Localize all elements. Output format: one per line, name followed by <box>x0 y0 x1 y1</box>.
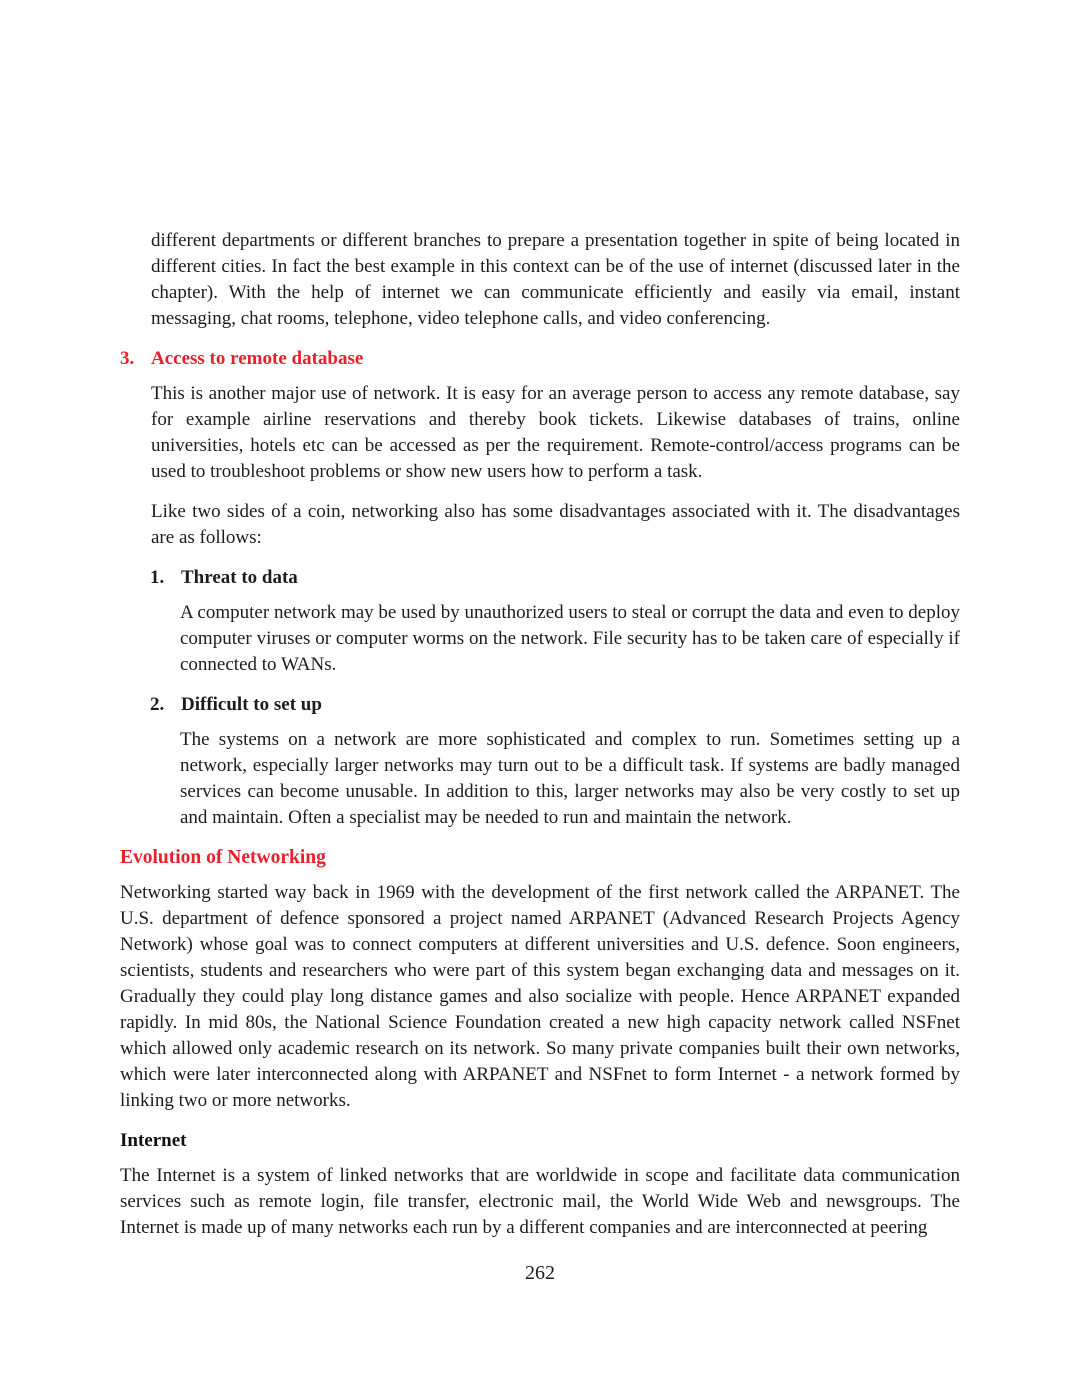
section-heading-evolution-of-networking: Evolution of Networking <box>120 847 326 868</box>
paragraph-difficult-to-set-up: The systems on a network are more sophisticated and complex to run. Sometimes setting up a network, especially larger networks may turn out to be a difficult task. If systems are badly managed services can become unusable. In addition to this, larger networks may also be very costly to set up and maintain. Often a specialist may be needed to run and maintain the network. <box>180 729 960 828</box>
numbered-heading-access-remote-database <box>120 346 960 372</box>
paragraph-threat-to-data: A computer network may be used by unauthorized users to steal or corrupt the data and even to deploy computer viruses or computer worms on the network. File security has to be taken care of especially if connected to WANs. <box>180 602 960 675</box>
list-number: 3. <box>120 348 135 369</box>
subheading-threat-to-data <box>150 565 960 591</box>
page-number: 262 <box>525 1262 555 1284</box>
subheading-label: Threat to data <box>181 567 298 588</box>
numbered-heading-label: Access to remote database <box>151 348 364 369</box>
list-number: 2. <box>150 694 165 715</box>
list-number: 1. <box>150 567 165 588</box>
paragraph-internet: The Internet is a system of linked networks that are worldwide in scope and facilitate data communication services such as remote login, file transfer, electronic mail, the World Wide Web and newsgroups. The Internet is made up of many networks each run by a different companies and are interconnected at peering <box>120 1165 960 1238</box>
subheading-label: Difficult to set up <box>181 694 322 715</box>
paragraph-remote-database: This is another major use of network. It is easy for an average person to access any remote database, say for example airline reservations and thereby book tickets. Likewise databases of trains, online universities, hotels etc can be accessed as per the requirement. Remote-control/access programs can be used to troubleshoot problems or show new users how to perform a task. <box>151 383 960 482</box>
subheading-difficult-to-set-up <box>150 692 960 718</box>
paragraph-communication-continuation: different departments or different branches to prepare a presentation together in spite of being located in different cities. In fact the best example in this context can be of the use of internet (discussed later in the chapter). With the help of internet we can communicate efficiently and easily via email, instant messaging, chat rooms, telephone, video telephone calls, and video conferencing. <box>151 230 960 329</box>
paragraph-evolution-of-networking: Networking started way back in 1969 with the development of the first network called the ARPANET. The U.S. department of defence sponsored a project named ARPANET (Advanced Research Projects Agency Network) whose goal was to connect computers at different universities and U.S. defence. Soon engineers, scientists, students and researchers who were part of this system began exchanging data and messages on it. Gradually they could play long distance games and also socialize with people. Hence ARPANET expanded rapidly. In mid 80s, the National Science Foundation created a new high capacity network called NSFnet which allowed only academic research on its network. So many private companies built their own networks, which were later interconnected along with ARPANET and NSFnet to form Internet - a network formed by linking two or more networks. <box>120 882 960 1111</box>
page-content <box>120 228 960 1255</box>
section-heading-internet: Internet <box>120 1130 187 1151</box>
paragraph-disadvantages-intro: Like two sides of a coin, networking also has some disadvantages associated with it. The disadvantages are as follows: <box>151 501 960 548</box>
